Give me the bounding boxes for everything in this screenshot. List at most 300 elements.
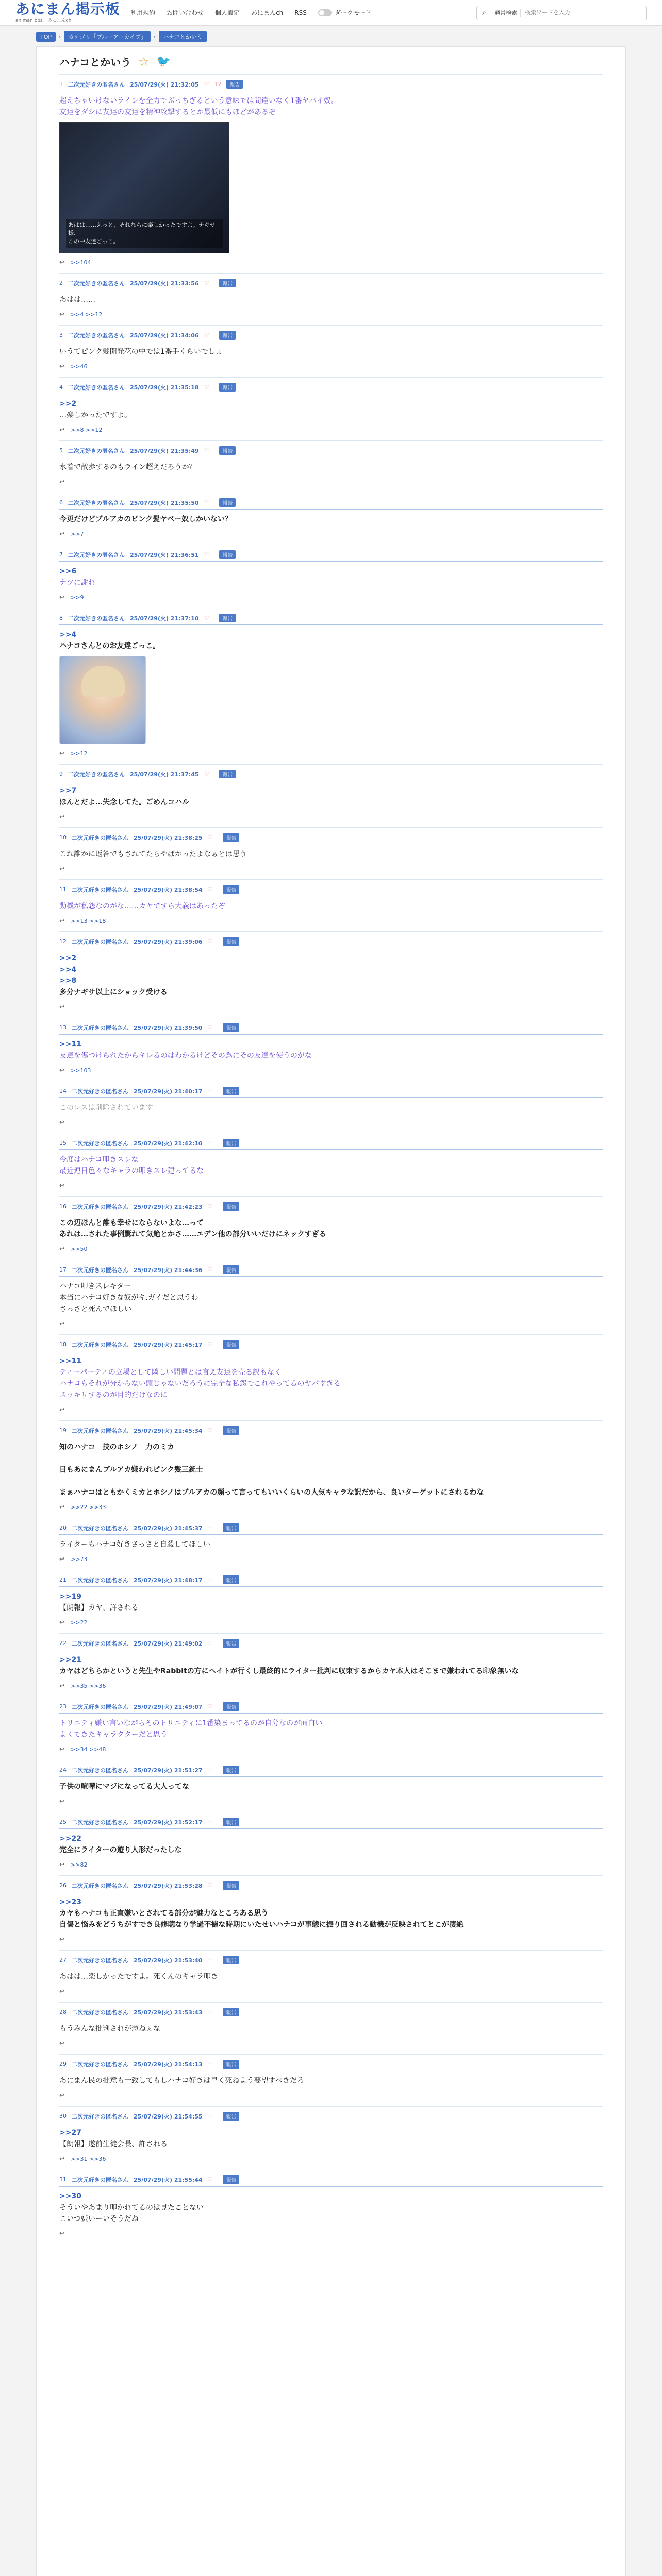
post-footer	[59, 1182, 603, 1189]
like-heart-icon[interactable]: ♡	[207, 1957, 213, 1963]
post-date: 25/07/29(火) 21:38:25	[134, 834, 203, 841]
image-caption: あはは……えっと、それならに楽しかったですよ。ナギサ様、 この中友達ごっこ。	[66, 219, 223, 248]
reply-references[interactable]: >>31 >>36	[71, 2155, 106, 2162]
post-header	[59, 1881, 603, 1892]
post-number[interactable]: 28	[59, 2009, 67, 2015]
post-number[interactable]: 20	[59, 1524, 67, 1531]
report-button[interactable]: 報告	[223, 2112, 239, 2121]
post-number[interactable]: 4	[59, 384, 63, 391]
report-button[interactable]: 報告	[223, 1818, 239, 1826]
report-button[interactable]: 報告	[223, 937, 239, 946]
report-button[interactable]: 報告	[223, 885, 239, 894]
post-body	[59, 953, 603, 998]
post-body	[59, 1833, 603, 1856]
post-text-line: そういやあまり叩かれてるのは見たことない	[59, 2204, 204, 2212]
report-button[interactable]: 報告	[223, 1639, 239, 1648]
reply-icon[interactable]: ↩	[59, 1798, 65, 1805]
report-button[interactable]: 報告	[219, 331, 236, 340]
post-header	[59, 1023, 603, 1035]
post-number[interactable]: 18	[59, 1341, 67, 1348]
like-heart-icon[interactable]: ♡	[207, 2113, 213, 2120]
reply-anchor-link[interactable]: >>8	[59, 977, 77, 985]
post-text-line: 水着で散歩するのもライン超えだろうか？	[59, 463, 196, 471]
post-footer	[59, 917, 603, 924]
post-body	[59, 1355, 603, 1401]
like-heart-icon[interactable]: ♡	[207, 1140, 213, 1146]
like-heart-icon[interactable]: ♡	[207, 1882, 213, 1889]
post-body	[59, 1718, 603, 1740]
post-author: 二次元好きの匿名さん	[72, 1524, 128, 1532]
like-heart-icon[interactable]: ♡	[204, 499, 209, 506]
post-number[interactable]: 7	[59, 551, 63, 558]
post-number[interactable]: 30	[59, 2113, 67, 2120]
post-9	[59, 764, 603, 827]
post-text-line: ハナコ叩きスレキター	[59, 1282, 131, 1291]
post-header	[59, 1639, 603, 1650]
report-button[interactable]: 報告	[223, 1523, 239, 1532]
post-3	[59, 325, 603, 377]
like-count: 12	[214, 81, 222, 88]
post-6	[59, 493, 603, 545]
reply-anchor-link[interactable]: >>30	[59, 2192, 81, 2200]
like-heart-icon[interactable]: ♡	[207, 1266, 213, 1273]
post-number[interactable]: 5	[59, 447, 63, 454]
post-date: 25/07/29(火) 21:45:37	[134, 1524, 203, 1532]
report-button[interactable]: 報告	[223, 1202, 239, 1211]
post-text-line: さっさと死んでほしい	[59, 1305, 131, 1313]
reply-icon[interactable]: ↩	[59, 1861, 65, 1868]
post-number[interactable]: 29	[59, 2061, 67, 2067]
post-body	[59, 2191, 603, 2225]
like-heart-icon[interactable]: ♡	[204, 551, 209, 558]
post-number[interactable]: 1	[59, 81, 63, 88]
post-number[interactable]: 3	[59, 332, 63, 338]
like-heart-icon[interactable]: ♡	[204, 280, 209, 286]
post-text-line: いうてピンク髪開発花の中では1番手くらいでしょ	[59, 348, 223, 356]
post-date: 25/07/29(火) 21:35:18	[130, 384, 199, 391]
like-heart-icon[interactable]: ♡	[207, 1524, 213, 1531]
breadcrumb-thread[interactable]: ハナコとかいう	[159, 31, 207, 42]
post-author: 二次元好きの匿名さん	[68, 771, 125, 778]
reply-references[interactable]: >>103	[71, 1066, 91, 1074]
like-heart-icon[interactable]: ♡	[207, 938, 213, 945]
logo-text[interactable]: あにまん掲示板	[15, 1, 121, 18]
post-body	[59, 2075, 603, 2087]
post-body	[59, 1654, 603, 1677]
breadcrumb-category[interactable]: カテゴリ「ブルーアーカイブ」	[64, 31, 150, 42]
favorite-star-icon[interactable]: ☆	[138, 54, 150, 69]
post-header	[59, 2008, 603, 2019]
reply-icon[interactable]: ↩	[59, 1118, 65, 1126]
report-button[interactable]: 報告	[223, 2175, 239, 2184]
reply-icon[interactable]: ↩	[59, 813, 65, 820]
post-author: 二次元好きの匿名さん	[72, 1341, 128, 1348]
report-button[interactable]: 報告	[223, 1087, 239, 1095]
post-footer	[59, 2040, 603, 2047]
like-heart-icon[interactable]: ♡	[207, 1427, 213, 1434]
post-text-line: 今更だけどブルアカのピンク髪ヤベー奴しかいない？	[59, 515, 233, 523]
post-text-line: 友達を傷つけられたからキレるのはわかるけどその為にその友達を使うのがな	[59, 1052, 312, 1060]
reply-anchor-link[interactable]: >>11	[59, 1357, 81, 1365]
post-header	[59, 885, 603, 896]
reply-references[interactable]: >>104	[71, 259, 91, 266]
post-number[interactable]: 31	[59, 2176, 67, 2183]
logo-subtitle: animan bbs｜あにまんch	[15, 18, 72, 23]
post-text-line: ティーパーティの立場として隣しい問題とは言え友達を売る訳もなく	[59, 1368, 282, 1377]
post-number[interactable]: 15	[59, 1140, 67, 1146]
post-image-avatar[interactable]	[59, 656, 146, 744]
reply-references[interactable]: >>73	[71, 1555, 88, 1563]
post-number[interactable]: 27	[59, 1957, 67, 1963]
nav-terms[interactable]: 利用規約	[130, 9, 156, 16]
post-author: 二次元好きの匿名さん	[72, 1427, 128, 1434]
post-number[interactable]: 9	[59, 771, 63, 777]
post-header	[59, 770, 603, 781]
like-heart-icon[interactable]: ♡	[204, 615, 209, 621]
report-button[interactable]: 報告	[223, 1426, 239, 1435]
post-number[interactable]: 13	[59, 1024, 67, 1031]
post-footer	[59, 1003, 603, 1010]
reply-icon[interactable]: ↩	[59, 1182, 65, 1189]
post-author: 二次元好きの匿名さん	[72, 886, 128, 893]
post-10	[59, 827, 603, 879]
reply-references[interactable]: >>22	[71, 1619, 88, 1626]
reply-anchor-link[interactable]: >>11	[59, 1040, 81, 1048]
post-footer	[59, 2155, 603, 2162]
post-date: 25/07/29(火) 21:53:28	[134, 1882, 203, 1889]
reply-references[interactable]: >>9	[71, 594, 84, 601]
like-heart-icon[interactable]: ♡	[207, 1703, 213, 1710]
post-footer	[59, 865, 603, 872]
post-text-line: 今度はハナコ叩きスレな	[59, 1156, 139, 1164]
reply-references[interactable]: >>12	[71, 750, 88, 757]
post-text-line: あはは…楽しかったですよ。死くんのキャラ叩き	[59, 1973, 218, 1981]
post-author: 二次元好きの匿名さん	[72, 1203, 128, 1210]
twitter-share-icon[interactable]: 🐦	[156, 55, 171, 68]
post-body	[59, 1781, 603, 1792]
post-number[interactable]: 12	[59, 938, 67, 945]
reply-anchor-link[interactable]: >>22	[59, 1835, 81, 1843]
post-header	[59, 1340, 603, 1351]
like-heart-icon[interactable]: ♡	[207, 2009, 213, 2015]
report-button[interactable]: 報告	[223, 2008, 239, 2016]
reply-icon[interactable]: ↩	[59, 917, 65, 924]
reply-references[interactable]: >>4 >>12	[71, 311, 103, 318]
post-text-line: あれは…された事例驚れて気絶とかさ……エデン他の部分いいだけにネックすぎる	[59, 1230, 326, 1239]
post-body	[59, 1539, 603, 1550]
post-text-line: ほんとだよ…失念してた。ごめんコハル	[59, 798, 189, 806]
post-header	[59, 1139, 603, 1150]
post-text-line: 本当にハナコ好きな奴がキ.ガイだと思うわ	[59, 1294, 198, 1302]
post-author: 二次元好きの匿名さん	[72, 2176, 128, 2183]
post-author: 二次元好きの匿名さん	[72, 1577, 128, 1584]
darkmode-control	[318, 8, 372, 17]
reply-icon[interactable]: ↩	[59, 2230, 65, 2237]
post-author: 二次元好きの匿名さん	[72, 1088, 128, 1095]
like-heart-icon[interactable]: ♡	[204, 332, 209, 338]
report-button[interactable]: 報告	[219, 383, 236, 392]
breadcrumb-separator: ›	[153, 33, 156, 40]
search-type-select[interactable]: 通常検索	[491, 9, 521, 17]
post-body	[59, 785, 603, 808]
report-button[interactable]: 報告	[223, 1340, 239, 1349]
reply-icon[interactable]: ↩	[59, 259, 65, 266]
reply-references[interactable]: >>34 >>48	[71, 1745, 106, 1753]
post-footer	[59, 1406, 603, 1413]
like-heart-icon[interactable]: ♡	[207, 1577, 213, 1583]
like-heart-icon[interactable]: ♡	[207, 1024, 213, 1031]
reply-icon[interactable]: ↩	[59, 1745, 65, 1753]
post-footer	[59, 2092, 603, 2099]
like-heart-icon[interactable]: ♡	[204, 384, 209, 391]
post-author: 二次元好きの匿名さん	[72, 2009, 128, 2016]
post-header	[59, 1956, 603, 1967]
post-text-line: 子供の喧嘩にマジになってる大人ってな	[59, 1783, 189, 1791]
report-button[interactable]: 報告	[219, 614, 236, 622]
reply-references[interactable]: >>7	[71, 530, 84, 537]
like-heart-icon[interactable]: ♡	[207, 834, 213, 841]
post-footer	[59, 1118, 603, 1126]
reply-anchor-link[interactable]: >>27	[59, 2129, 81, 2137]
post-30	[59, 2106, 603, 2170]
post-author: 二次元好きの匿名さん	[72, 1957, 128, 1964]
reply-anchor-link[interactable]: >>4	[59, 631, 77, 639]
post-number[interactable]: 2	[59, 280, 63, 286]
post-date: 25/07/29(火) 21:42:10	[134, 1140, 203, 1147]
like-heart-icon[interactable]: ♡	[207, 1767, 213, 1773]
post-14	[59, 1081, 603, 1133]
like-heart-icon[interactable]: ♡	[207, 1341, 213, 1348]
reply-icon[interactable]: ↩	[59, 1988, 65, 1995]
search-icon[interactable]: ⌕	[482, 8, 486, 17]
report-button[interactable]: 報告	[223, 1702, 239, 1711]
reply-references[interactable]: >>46	[71, 363, 88, 370]
post-date: 25/07/29(火) 21:34:06	[130, 332, 199, 339]
post-date: 25/07/29(火) 21:35:49	[130, 447, 199, 454]
reply-references[interactable]: >>82	[71, 1861, 88, 1868]
post-header	[59, 279, 603, 290]
report-button[interactable]: 報告	[226, 80, 243, 89]
nav-rss[interactable]: RSS	[294, 9, 307, 16]
like-heart-icon[interactable]: ♡	[207, 1640, 213, 1647]
post-body	[59, 1971, 603, 1982]
reply-anchor-link[interactable]: >>21	[59, 1656, 81, 1664]
post-date: 25/07/29(火) 21:42:23	[134, 1203, 203, 1210]
reply-references[interactable]: >>8 >>12	[71, 426, 103, 433]
reply-icon[interactable]: ↩	[59, 1936, 65, 1943]
post-number[interactable]: 26	[59, 1882, 67, 1889]
reply-icon[interactable]: ↩	[59, 426, 65, 433]
post-29	[59, 2054, 603, 2106]
darkmode-toggle[interactable]	[318, 9, 332, 16]
reply-icon[interactable]: ↩	[59, 2092, 65, 2099]
post-1	[59, 74, 603, 273]
reply-icon[interactable]: ↩	[59, 594, 65, 601]
post-text-line: 自傷と悩みをどうちがすでき良修聴なり学過不徳な時期にいたせいハナコが事態に振り回される動機が反映されてとこが凄絶	[59, 1921, 464, 1929]
post-author: 二次元好きの匿名さん	[68, 81, 125, 88]
like-heart-icon[interactable]: ♡	[207, 1203, 213, 1210]
reply-icon[interactable]: ↩	[59, 2040, 65, 2047]
reply-references[interactable]: >>35 >>36	[71, 1682, 106, 1689]
report-button[interactable]: 報告	[223, 1956, 239, 1964]
like-heart-icon[interactable]: ♡	[207, 2061, 213, 2067]
reply-anchor-link[interactable]: >>19	[59, 1592, 81, 1601]
post-author: 二次元好きの匿名さん	[72, 1767, 128, 1774]
post-author: 二次元好きの匿名さん	[68, 280, 125, 287]
reply-references[interactable]: >>22 >>33	[71, 1503, 106, 1511]
report-button[interactable]: 報告	[223, 1139, 239, 1147]
post-author: 二次元好きの匿名さん	[72, 1024, 128, 1031]
post-number[interactable]: 25	[59, 1819, 67, 1825]
site-logo[interactable]	[15, 2, 120, 23]
post-number[interactable]: 16	[59, 1203, 67, 1210]
post-text-line: 超えちゃいけないラインを全力でぶっちぎるという意味では間違いなく1番ヤバイ奴。	[59, 97, 338, 105]
reply-icon[interactable]: ↩	[59, 865, 65, 872]
post-18	[59, 1334, 603, 1420]
post-date: 25/07/29(火) 21:53:43	[134, 2009, 203, 2016]
post-text-line: カヤもハナコも正直嫌いとされてる部分が魅力なところある思う	[59, 1909, 269, 1918]
post-date: 25/07/29(火) 21:38:54	[134, 886, 203, 893]
post-header	[59, 1818, 603, 1829]
post-text-line	[59, 1453, 603, 1464]
like-heart-icon[interactable]: ♡	[207, 1819, 213, 1825]
post-number[interactable]: 17	[59, 1266, 67, 1273]
post-text-line: まぁハナコはともかくミカとホシノはブルアカの顔って言ってもいいくらいの人気キャラな訳だから、良いターゲットにされるわな	[59, 1488, 484, 1497]
post-header	[59, 1575, 603, 1587]
post-text-line: スッキリするのが目的だけなのに	[59, 1391, 168, 1399]
post-date: 25/07/29(火) 21:48:17	[134, 1577, 203, 1584]
post-text-line: 多分ナギサ以上にショック受ける	[59, 988, 168, 996]
report-button[interactable]: 報告	[223, 1766, 239, 1774]
reply-icon[interactable]: ↩	[59, 1003, 65, 1010]
nav-settings[interactable]: 個人設定	[215, 9, 240, 16]
post-header	[59, 937, 603, 948]
post-body	[59, 1039, 603, 1061]
reply-anchor-link[interactable]: >>7	[59, 787, 77, 795]
reply-icon[interactable]: ↩	[59, 1320, 65, 1327]
post-date: 25/07/29(火) 21:32:05	[130, 81, 199, 88]
post-number[interactable]: 14	[59, 1088, 67, 1094]
report-button[interactable]: 報告	[219, 446, 236, 455]
post-footer	[59, 1798, 603, 1805]
reply-icon[interactable]: ↩	[59, 750, 65, 757]
like-heart-icon[interactable]: ♡	[204, 771, 209, 777]
like-heart-icon[interactable]: ♡	[207, 1088, 213, 1094]
report-button[interactable]: 報告	[219, 498, 236, 507]
reply-anchor-link[interactable]: >>6	[59, 567, 77, 575]
post-text-line: カヤはどちらかというと先生やRabbitの方にヘイトが行くし最終的にライター批判に収束するからカヤ本人はそこまで嫌われてる印象無いな	[59, 1667, 519, 1675]
like-heart-icon[interactable]: ♡	[207, 2176, 213, 2183]
reply-icon[interactable]: ↩	[59, 1619, 65, 1626]
like-heart-icon[interactable]: ♡	[204, 447, 209, 454]
post-body	[59, 901, 603, 912]
report-button[interactable]: 報告	[223, 1575, 239, 1584]
post-number[interactable]: 23	[59, 1703, 67, 1710]
post-21	[59, 1570, 603, 1633]
post-number[interactable]: 22	[59, 1640, 67, 1647]
nav-animanch[interactable]: あにまんch	[251, 9, 284, 16]
post-footer	[59, 478, 603, 485]
report-button[interactable]: 報告	[219, 770, 236, 778]
report-button[interactable]: 報告	[223, 1881, 239, 1890]
post-body	[59, 629, 603, 652]
post-text-line: ライターもハナコ好きさっさと自殺してほしい	[59, 1540, 211, 1549]
report-button[interactable]: 報告	[219, 550, 236, 559]
search-input[interactable]	[521, 10, 646, 16]
post-text-line: 最近連日色々なキャラの叩きスレ建ってるな	[59, 1167, 204, 1175]
post-footer	[59, 813, 603, 820]
post-header	[59, 2112, 603, 2123]
reply-icon[interactable]: ↩	[59, 478, 65, 485]
reply-icon[interactable]: ↩	[59, 311, 65, 318]
post-text-line: こいつ嫌いーいそうだね	[59, 2215, 139, 2223]
post-text-line: ナツに謝れ	[59, 579, 95, 587]
post-number[interactable]: 24	[59, 1767, 67, 1773]
reply-references[interactable]: >>50	[71, 1245, 88, 1252]
report-button[interactable]: 報告	[223, 1265, 239, 1274]
reply-icon[interactable]: ↩	[59, 2155, 65, 2162]
post-footer	[59, 1320, 603, 1327]
reply-icon[interactable]: ↩	[59, 1555, 65, 1563]
breadcrumb	[36, 31, 626, 42]
reply-icon[interactable]: ↩	[59, 530, 65, 537]
post-author: 二次元好きの匿名さん	[72, 2061, 128, 2068]
post-number[interactable]: 19	[59, 1427, 67, 1434]
reply-icon[interactable]: ↩	[59, 363, 65, 370]
reply-references[interactable]: >>13 >>18	[71, 917, 106, 924]
reply-icon[interactable]: ↩	[59, 1245, 65, 1252]
post-footer	[59, 1503, 603, 1511]
reply-icon[interactable]: ↩	[59, 1066, 65, 1074]
report-button[interactable]: 報告	[223, 2060, 239, 2069]
post-footer	[59, 750, 603, 757]
post-header	[59, 80, 603, 91]
reply-icon[interactable]: ↩	[59, 1406, 65, 1413]
post-author: 二次元好きの匿名さん	[72, 1266, 128, 1274]
report-button[interactable]: 報告	[223, 833, 239, 842]
post-2	[59, 273, 603, 325]
nav-contact[interactable]: お問い合わせ	[167, 9, 204, 16]
post-text-line: トリニティ嫌い言いながらそのトリニティに1番染まってるのが自分なのが面白い	[59, 1719, 323, 1727]
post-number[interactable]: 10	[59, 834, 67, 841]
post-body	[59, 462, 603, 473]
post-footer	[59, 259, 603, 266]
report-button[interactable]: 報告	[219, 279, 236, 287]
post-15	[59, 1133, 603, 1196]
report-button[interactable]: 報告	[223, 1023, 239, 1032]
post-number[interactable]: 11	[59, 886, 67, 893]
post-author: 二次元好きの匿名さん	[72, 1882, 128, 1889]
like-heart-icon[interactable]: ♡	[207, 886, 213, 893]
breadcrumb-top[interactable]: TOP	[36, 32, 56, 42]
reply-anchor-link[interactable]: >>2	[59, 954, 77, 962]
reply-anchor-link[interactable]: >>23	[59, 1898, 81, 1906]
post-number[interactable]: 8	[59, 615, 63, 621]
post-number[interactable]: 6	[59, 499, 63, 506]
post-image[interactable]	[59, 122, 229, 253]
reply-icon[interactable]: ↩	[59, 1503, 65, 1511]
post-footer	[59, 1936, 603, 1943]
post-number[interactable]: 21	[59, 1577, 67, 1583]
reply-anchor-link[interactable]: >>2	[59, 400, 77, 408]
like-heart-icon[interactable]: ♡	[204, 81, 209, 88]
post-author: 二次元好きの匿名さん	[72, 1703, 128, 1710]
reply-icon[interactable]: ↩	[59, 1682, 65, 1689]
post-body	[59, 1896, 603, 1930]
post-footer	[59, 530, 603, 537]
breadcrumb-separator: ›	[59, 33, 61, 40]
reply-anchor-link[interactable]: >>4	[59, 965, 77, 974]
